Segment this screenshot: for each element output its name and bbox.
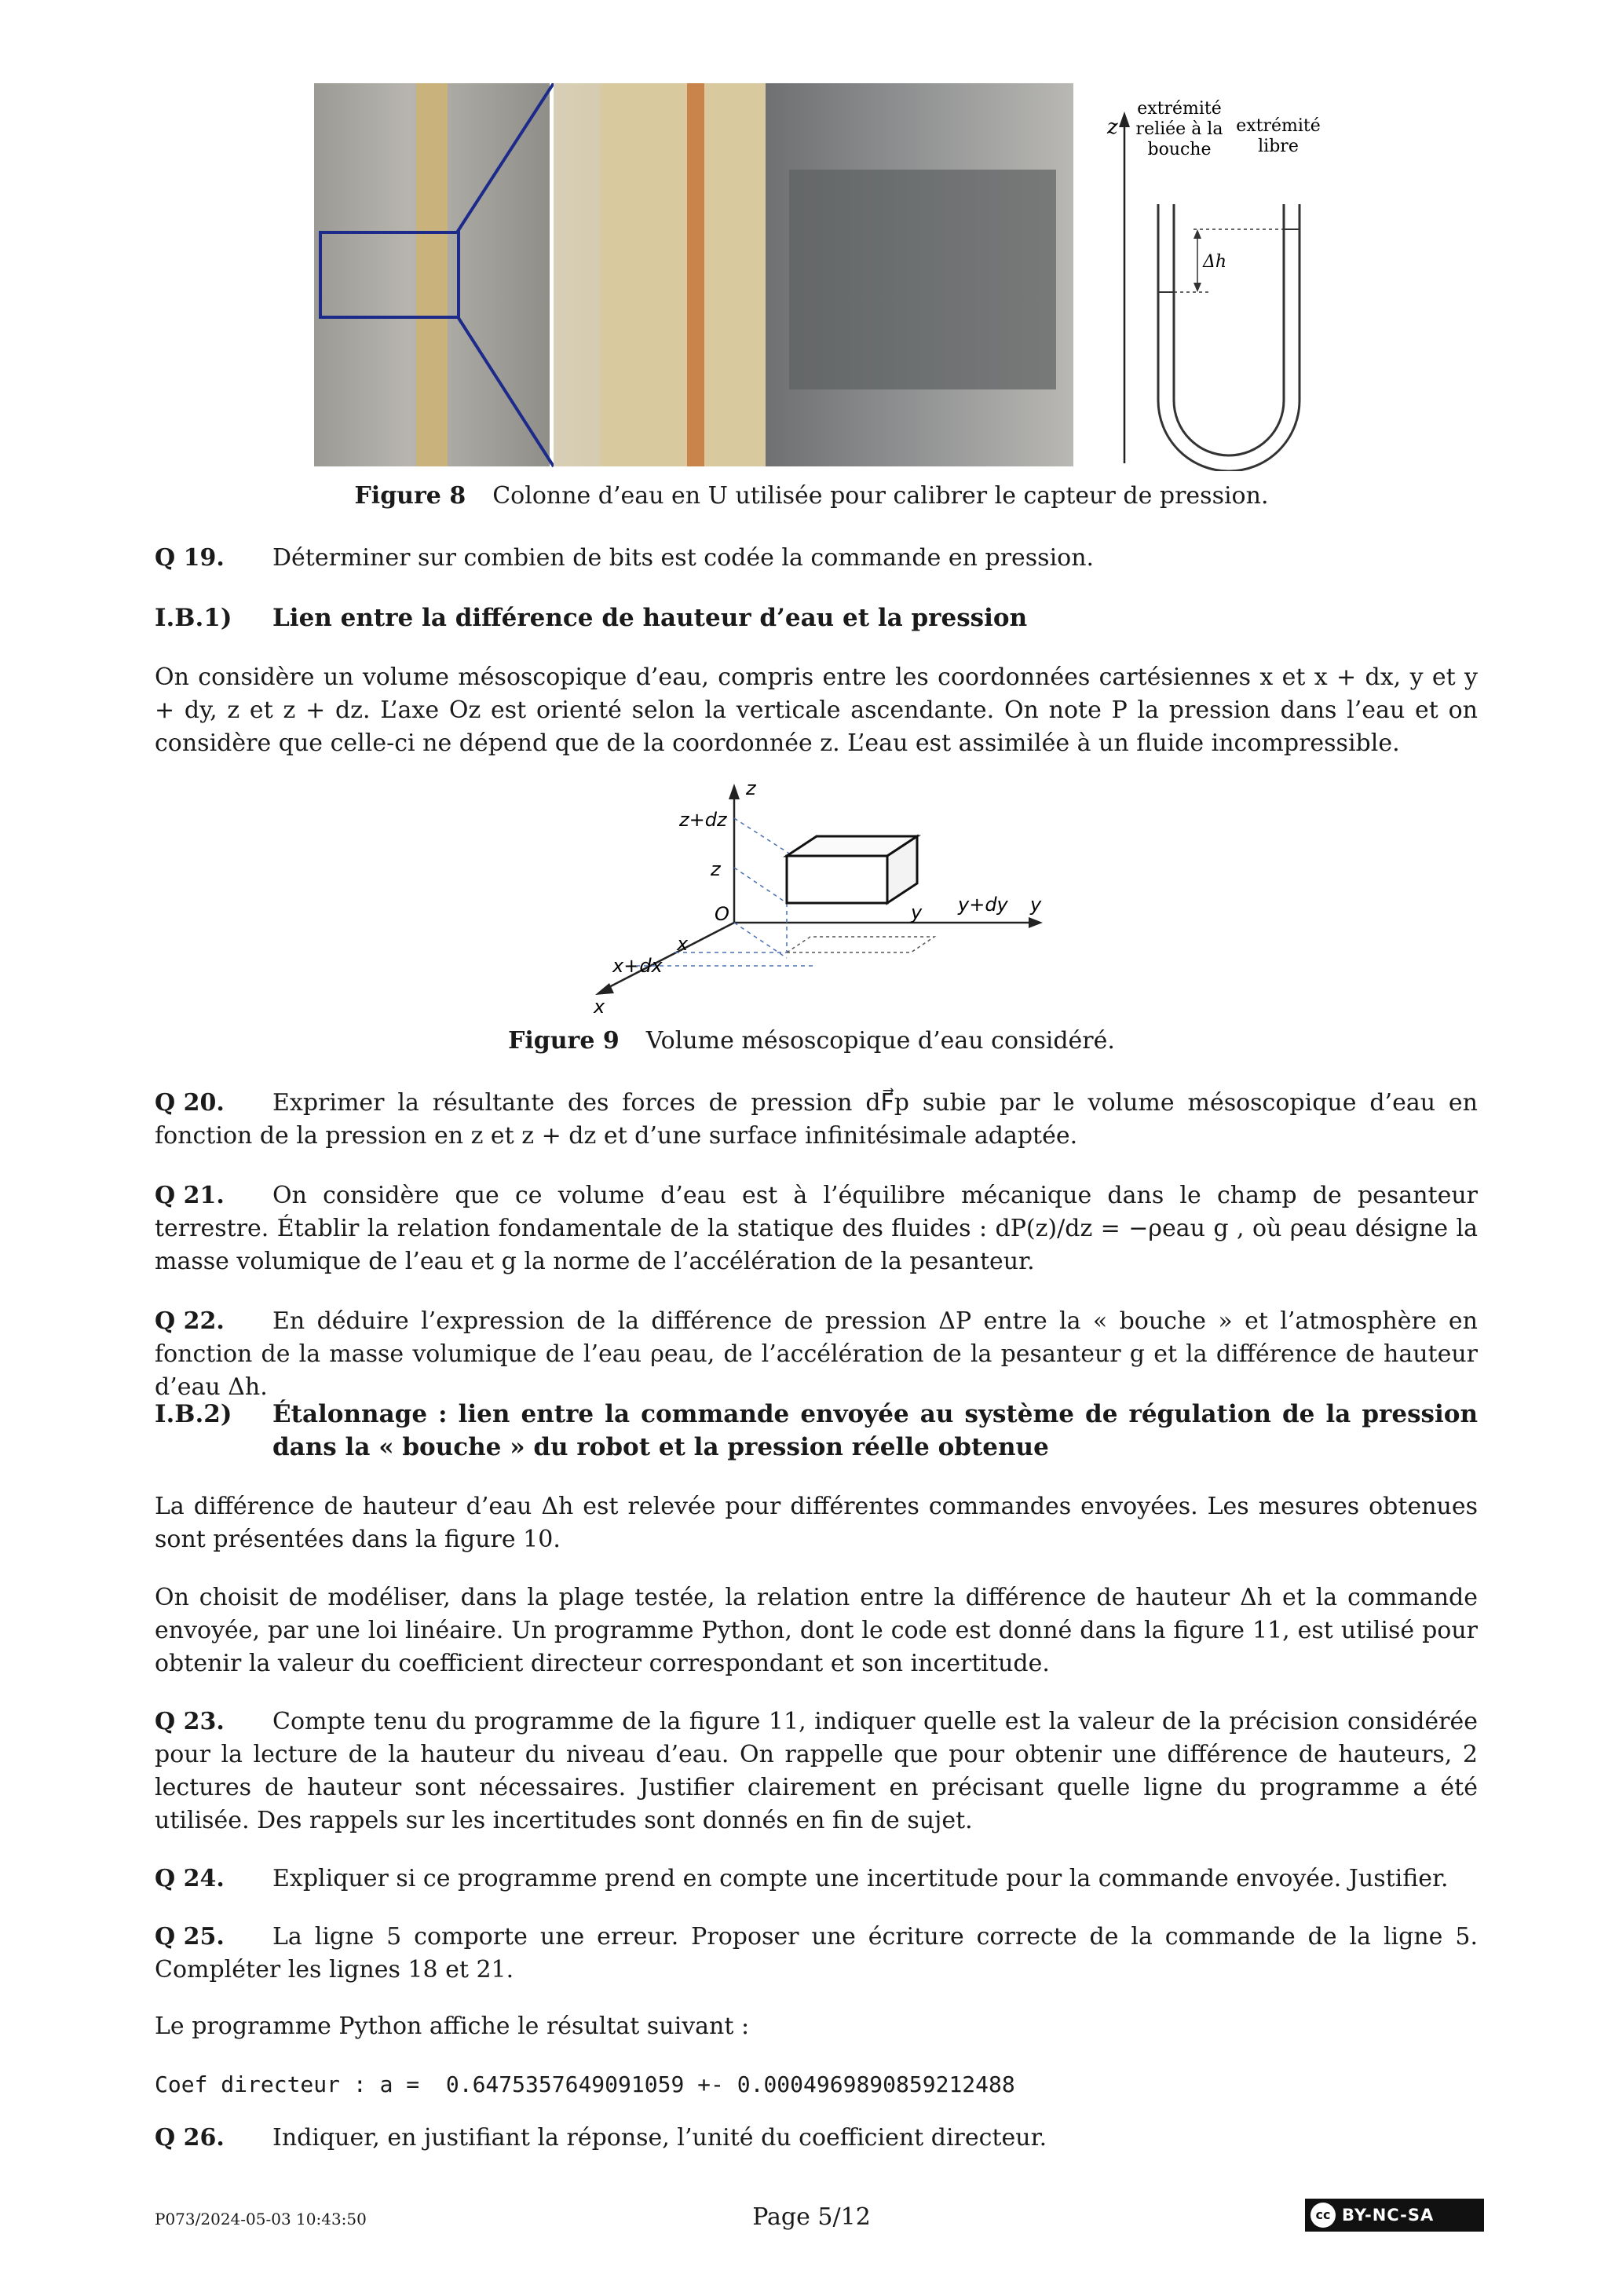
z-axis-label: z	[1107, 115, 1118, 139]
footer-reference: P073/2024-05-03 10:43:50	[155, 2210, 367, 2228]
section-ib2-title: Étalonnage : lien entre la commande envoyée au système de régulation de la pression dans la « bouche » du robot et la pression réelle obtenue	[272, 1400, 1478, 1461]
x-dx-label: x+dx	[612, 955, 663, 977]
figure8-text: Colonne d’eau en U utilisée pour calibrer le capteur de pression.	[492, 482, 1269, 510]
figure9-caption	[0, 1026, 1623, 1057]
section-ib1-num: I.B.1)	[155, 604, 232, 632]
u-tube-inner	[1174, 204, 1284, 455]
cuboid	[787, 836, 917, 903]
z-axis-arrow	[729, 784, 740, 799]
x-axis-arrow	[595, 983, 614, 995]
figure9-label: Figure 9	[508, 1027, 620, 1055]
z-label: z	[711, 858, 721, 880]
q20-label: Q 20.	[155, 1089, 225, 1117]
q19-text: Déterminer sur combien de bits est codée la commande en pression.	[272, 544, 1095, 572]
paragraph-output-intro: Le programme Python affiche le résultat suivant :	[155, 2013, 750, 2040]
label-mouth-1: extrémité	[1137, 99, 1222, 119]
license-text: BY-NC-SA	[1342, 2206, 1435, 2225]
z-dz-label: z+dz	[679, 809, 727, 831]
paragraph-volume: On considère un volume mésoscopique d’eau, compris entre les coordonnées cartésiennes x et x + dx, y et y + dy, z et z + dz. L’axe Oz est orienté selon la verticale ascendante. On note P la pression dans l’eau et on considère que celle-ci ne dépend que de la coordonnée z. L’eau est assimilée à un fluide incompressible.	[155, 664, 1478, 757]
python-output: Coef directeur : a = 0.6475357649091059 +- 0.0004969890859212488	[155, 2071, 1015, 2097]
paragraph-measures: La différence de hauteur d’eau Δh est relevée pour différentes commandes envoyées. Les mesures obtenues sont présentées dans la figure 10.	[155, 1493, 1478, 1553]
q20-text: Exprimer la résultante des forces de pression dF⃗p subie par le volume mésoscopique d’eau en fonction de la pression en z et z + dz et d’une surface infinitésimale adaptée.	[155, 1089, 1478, 1150]
ruler	[687, 83, 704, 466]
question-20	[155, 1087, 1478, 1153]
q22-label: Q 22.	[155, 1307, 225, 1335]
figure8-caption	[0, 481, 1623, 512]
q23-text: Compte tenu du programme de la figure 11, indiquer quelle est la valeur de la précision considérée pour la lecture de la hauteur du niveau d’eau. On rappelle que pour obtenir une différence de hauteurs, 2 lectures de hauteur sont nécessaires. Justifier clairement en précisant quelle ligne du programme a été utilisée. Des rappels sur les incertitudes sont donnés en fin de sujet.	[155, 1708, 1478, 1834]
question-21	[155, 1179, 1478, 1278]
footer-page-number: Page 5/12	[752, 2203, 871, 2231]
delta-h-label: Δh	[1203, 252, 1227, 272]
q24-label: Q 24.	[155, 1865, 225, 1892]
figure8-label: Figure 8	[354, 482, 466, 510]
q26-text: Indiquer, en justifiant la réponse, l’unité du coefficient directeur.	[272, 2124, 1047, 2152]
figure9-text: Volume mésoscopique d’eau considéré.	[645, 1027, 1115, 1055]
q21-label: Q 21.	[155, 1182, 225, 1209]
z-axis-label: z	[746, 777, 756, 799]
label-free-2: libre	[1258, 137, 1299, 156]
q24-text: Expliquer si ce programme prend en compte une incertitude pour la commande envoyée. Justifier.	[272, 1865, 1449, 1892]
u-tube-outer	[1158, 204, 1299, 471]
zoom-lines	[314, 83, 557, 468]
equipment	[789, 170, 1056, 389]
zoom-line-top	[457, 83, 554, 232]
zoom-line-bottom	[457, 316, 554, 466]
y-axis-label: y	[1030, 894, 1042, 916]
question-25	[155, 1921, 1478, 1987]
u-tube-diagram	[1084, 86, 1335, 471]
section-ib1-title: Lien entre la différence de hauteur d’eau et la pression	[272, 604, 1028, 632]
q23-label: Q 23.	[155, 1708, 225, 1735]
question-24	[155, 1863, 1478, 1896]
question-22	[155, 1305, 1478, 1404]
cc-icon: cc	[1310, 2203, 1336, 2228]
paragraph-model: On choisit de modéliser, dans la plage testée, la relation entre la différence de hauteur Δh et la commande envoyée, par une loi linéaire. Un programme Python, dont le code est donné dans la figure 11, est utilisé pour obtenir la valeur du coefficient directeur correspondant et son incertitude.	[155, 1584, 1478, 1677]
q22-text: En déduire l’expression de la différence de pression ΔP entre la « bouche » et l’atmosphère en fonction de la masse volumique de l’eau ρeau, de l’accélération de la pesanteur g et la différence de hauteur d’eau Δh.	[155, 1307, 1478, 1401]
delta-h-arrow-bottom	[1193, 283, 1201, 292]
q21-text: On considère que ce volume d’eau est à l’équilibre mécanique dans le champ de pesanteur terrestre. Établir la relation fondamentale de la statique des fluides : dP(z)/dz = −ρeau g , où ρeau désigne la masse volumique de l’eau et g la norme de l’accélération de la pesanteur.	[155, 1182, 1478, 1275]
z-axis-arrow	[1119, 112, 1130, 127]
section-ib1	[155, 601, 1478, 634]
q25-label: Q 25.	[155, 1923, 225, 1951]
label-free-1: extrémité	[1236, 116, 1321, 136]
label-mouth-3: bouche	[1147, 140, 1212, 159]
x-label: x	[677, 933, 689, 955]
question-19	[155, 542, 1478, 575]
delta-h-arrow-top	[1193, 229, 1201, 239]
license-badge	[1305, 2199, 1484, 2232]
section-ib2-num: I.B.2)	[155, 1400, 232, 1428]
photo-zoomed-setup	[554, 83, 1073, 466]
wooden-board-zoom	[601, 83, 766, 466]
q19-label: Q 19.	[155, 544, 225, 572]
figure9-diagram	[581, 777, 1068, 1013]
q26-label: Q 26.	[155, 2124, 225, 2152]
origin-label: O	[715, 903, 729, 925]
label-mouth-2: reliée à la	[1135, 119, 1223, 139]
section-ib2	[155, 1398, 1478, 1464]
y-axis-arrow	[1029, 917, 1043, 928]
shadow-lines	[787, 937, 934, 952]
q25-text: La ligne 5 comporte une erreur. Proposer une écriture correcte de la commande de la ligne 5. Compléter les lignes 18 et 21.	[155, 1923, 1478, 1983]
question-26	[155, 2122, 1478, 2155]
x-axis-label: x	[594, 996, 605, 1013]
question-23	[155, 1706, 1478, 1837]
y-dy-label: y+dy	[958, 894, 1008, 916]
y-label: y	[911, 901, 923, 923]
